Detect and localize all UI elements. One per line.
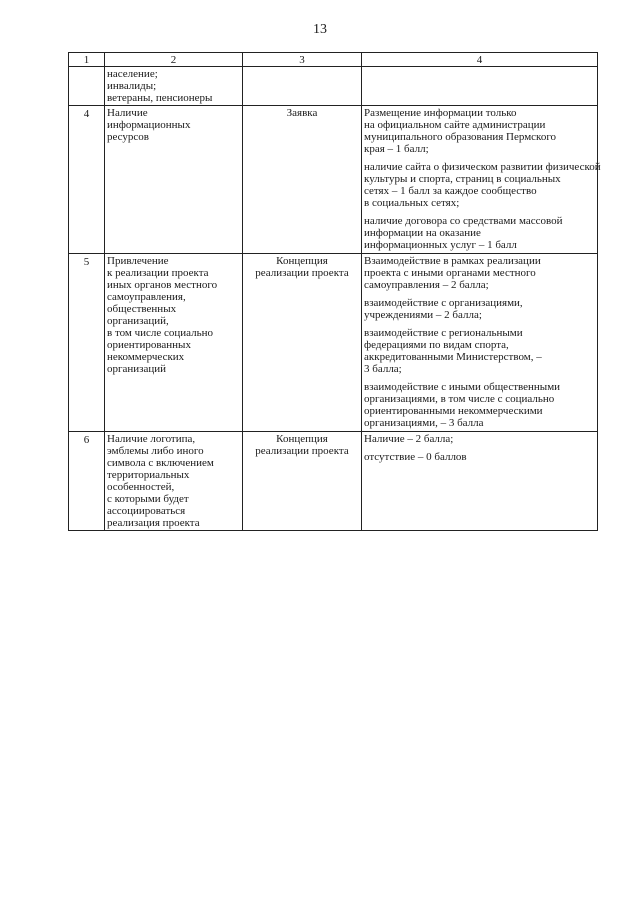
score-cell [362,106,601,254]
criterion-line: в том числе социально [107,327,214,339]
criterion-line: самоуправления, [107,291,186,303]
criterion-line: общественных [107,303,177,315]
continuation-criterion-cell [105,67,243,106]
continuation-line: ветераны, пенсионеры [107,92,213,104]
score-line: на официальном сайте администрации [364,119,546,131]
score-item [364,381,595,429]
criterion-line: Наличие логотипа, [107,433,196,445]
score-item [364,327,595,375]
criterion-line: ресурсов [107,131,149,143]
score-item [364,297,595,321]
score-line: взаимодействие с региональными [364,327,523,339]
continuation-source-cell [243,67,362,106]
table-row-continuation [69,67,598,106]
source-line: Заявка [286,107,318,119]
score-item [364,451,595,463]
header-row [69,53,598,67]
source-line: Концепция [276,255,328,267]
score-item [364,107,595,155]
score-line: самоуправления – 2 балла; [364,279,489,291]
score-item [364,255,595,291]
score-line: Взаимодействие в рамках реализации [364,255,541,267]
criterion-line: некоммерческих [107,351,185,363]
score-line: ориентированными некоммерческими [364,405,543,417]
score-line: края – 1 балл; [364,143,429,155]
score-line: муниципального образования Пермского [364,131,557,143]
score-line: Размещение информации только [364,107,517,119]
page-number: 13 [313,22,327,37]
criterion-cell [105,432,243,531]
score-line: Наличие – 2 балла; [364,433,454,445]
score-line: наличие сайта о физическом развитии физической [364,161,601,173]
criterion-line: территориальных [107,469,190,481]
continuation-num-cell [69,67,105,106]
source-line: Концепция [276,433,328,445]
score-line: взаимодействие с организациями, [364,297,523,309]
criterion-line: информационных [107,119,191,131]
criterion-line: Привлечение [107,255,169,267]
criteria-table [68,52,601,531]
score-item [364,161,601,209]
score-line: аккредитованными Министерством, – [364,351,542,363]
criterion-cell [105,254,243,432]
header-col-3: 3 [243,53,362,67]
source-line: реализации проекта [255,445,349,457]
score-line: сетях – 1 балл за каждое сообщество [364,185,537,197]
row-number: 6 [69,432,105,531]
continuation-line: население; [107,68,158,80]
header-col-1: 1 [69,53,105,67]
continuation-line: инвалиды; [107,80,157,92]
score-line: проекта с иными органами местного [364,267,536,279]
score-line: информационных услуг – 1 балл [364,239,517,251]
criterion-cell [105,106,243,254]
table-row [69,106,598,254]
score-line: 3 балла; [364,363,402,375]
score-item [364,433,595,445]
score-line: учреждениями – 2 балла; [364,309,482,321]
score-cell [362,432,598,531]
row-number: 5 [69,254,105,432]
criterion-line: с которыми будет [107,493,189,505]
criterion-line: организаций, [107,315,169,327]
score-line: организациями, в том числе с социально [364,393,555,405]
criterion-line: Наличие [107,107,148,119]
criterion-line: ориентированных [107,339,191,351]
header-col-4: 4 [362,53,598,67]
source-line: реализации проекта [255,267,349,279]
score-line: наличие договора со средствами массовой [364,215,563,227]
score-line: организациями, – 3 балла [364,417,484,429]
table-row [69,432,598,531]
source-cell [243,254,362,432]
source-cell [243,432,362,531]
criterion-line: к реализации проекта [107,267,209,279]
score-cell [362,254,598,432]
score-line: в социальных сетях; [364,197,460,209]
criterion-line: символа с включением [107,457,214,469]
criterion-line: эмблемы либо иного [107,445,204,457]
score-item [364,215,595,251]
criterion-line: организаций [107,363,167,375]
source-cell [243,106,362,254]
header-col-2: 2 [105,53,243,67]
criterion-line: особенностей, [107,481,175,493]
table-row [69,254,598,432]
score-line: информации на оказание [364,227,481,239]
score-line: отсутствие – 0 баллов [364,451,467,463]
score-line: федерациями по видам спорта, [364,339,509,351]
score-line: взаимодействие с иными общественными [364,381,561,393]
criterion-line: ассоциироваться [107,505,186,517]
criterion-line: реализация проекта [107,517,200,529]
criterion-line: иных органов местного [107,279,218,291]
row-number: 4 [69,106,105,254]
score-line: культуры и спорта, страниц в социальных [364,173,561,185]
continuation-score-cell [362,67,598,106]
